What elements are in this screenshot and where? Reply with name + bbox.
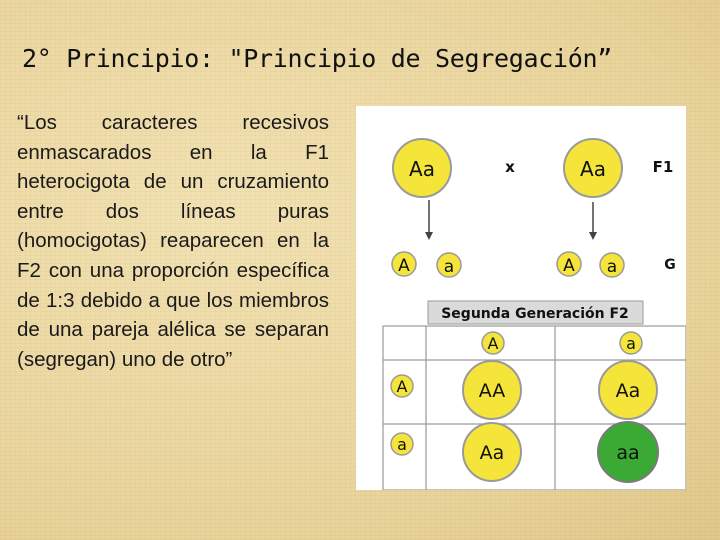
- column-header-a-label: a: [626, 334, 636, 353]
- row-header-a-label: a: [397, 435, 407, 454]
- row-header-A-label: A: [396, 377, 408, 396]
- f2-header-label: Segunda Generación F2: [441, 306, 629, 322]
- generation-g-label: G: [664, 257, 676, 273]
- gamete-left-a-label: a: [443, 257, 455, 277]
- parent-right-label: Aa: [580, 157, 606, 181]
- slide-title: 2° Principio: "Principio de Segregación”: [22, 44, 613, 73]
- cell-AA-label: AA: [478, 380, 506, 402]
- cell-Aa-bottom-label: Aa: [479, 442, 505, 464]
- gamete-left-A-label: A: [398, 256, 410, 276]
- arrow-right-icon: [589, 202, 597, 240]
- segregation-diagram: [356, 106, 686, 490]
- cell-aa-label: aa: [616, 442, 640, 464]
- parent-left-label: Aa: [409, 157, 435, 181]
- generation-f1-label: F1: [652, 158, 674, 176]
- cross-symbol: x: [505, 158, 515, 176]
- arrow-left-icon: [425, 200, 433, 240]
- cell-Aa-top-label: Aa: [615, 380, 641, 402]
- diagram-svg: [356, 106, 686, 490]
- gamete-right-A-label: A: [563, 256, 575, 276]
- column-header-A-label: A: [487, 334, 499, 353]
- slide-body-text: “Los caracteres recesivos enmascarados en la F1 heterocigota de un cruzamiento entre dos líneas puras (homocigotas) reaparecen en la F2 con una proporción específica de 1:3 debido a que los miembros de una pareja alélica se separan (segregan) uno de otro”: [17, 111, 329, 371]
- gamete-right-a-label: a: [606, 257, 618, 277]
